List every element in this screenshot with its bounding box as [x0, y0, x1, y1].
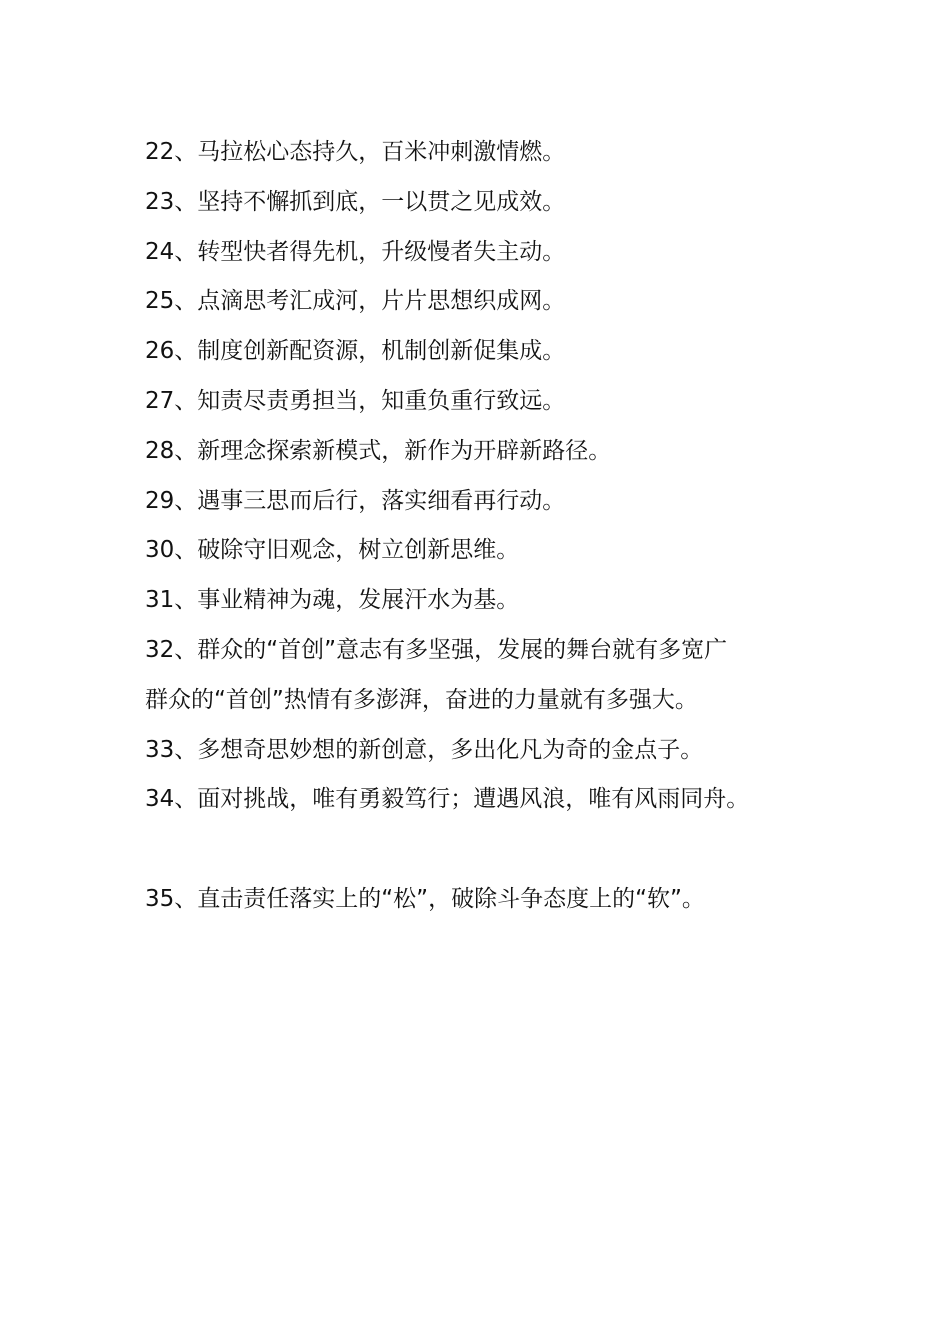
- slogan-list: [145, 128, 845, 925]
- slogan-line-34: 34、面对挑战，唯有勇毅笃行；遭遇风浪，唯有风雨同舟。: [145, 786, 750, 813]
- slogan-line-32: 32、群众的“首创”意志有多坚强，发展的舞台就有多宽广: [145, 636, 728, 663]
- slogan-line-22: 22、马拉松心态持久，百米冲刺激情燃。: [145, 139, 566, 165]
- slogan-line-23: 23、坚持不懈抓到底，一以贯之见成效。: [145, 188, 566, 215]
- blank-line: [145, 825, 845, 875]
- slogan-line-24: 24、转型快者得先机，升级慢者失主动。: [145, 238, 566, 265]
- slogan-line-33: 33、多想奇思妙想的新创意，多出化凡为奇的金点子。: [145, 736, 704, 763]
- slogan-line-26: 26、制度创新配资源，机制创新促集成。: [145, 338, 566, 365]
- slogan-line-25: 25、点滴思考汇成河，片片思想织成网。: [145, 288, 566, 315]
- slogan-line-31: 31、事业精神为魂，发展汗水为基。: [145, 587, 520, 614]
- slogan-line-30: 30、破除守旧观念，树立创新思维。: [145, 537, 520, 564]
- slogan-line-27: 27、知责尽责勇担当，知重负重行致远。: [145, 387, 566, 414]
- slogan-line-28: 28、新理念探索新模式，新作为开辟新路径。: [145, 437, 612, 464]
- slogan-line-29: 29、遇事三思而后行，落实细看再行动。: [145, 487, 566, 514]
- slogan-line-35: 35、直击责任落实上的“松”，破除斗争态度上的“软”。: [145, 885, 705, 912]
- slogan-line-32-continued: 群众的“首创”热情有多澎湃，奋进的力量就有多强大。: [145, 686, 698, 713]
